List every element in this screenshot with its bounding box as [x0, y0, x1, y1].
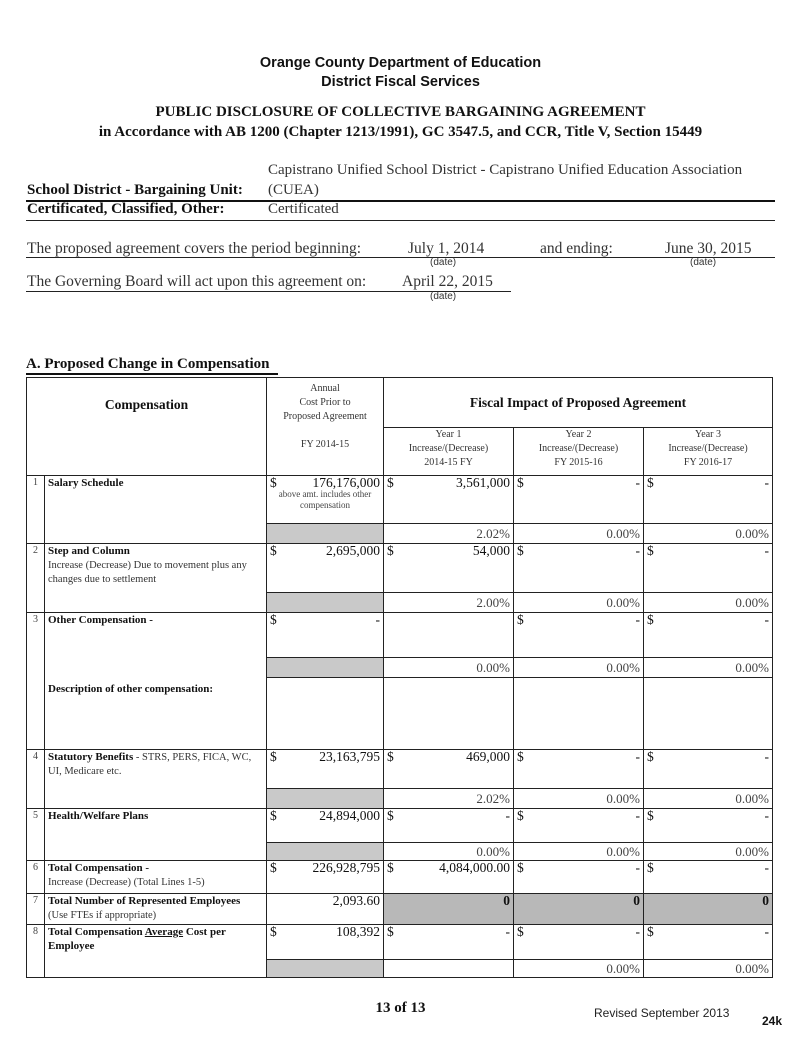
annual-cost-cell	[267, 544, 384, 593]
year-2-percent: 0.00%	[514, 843, 644, 861]
page-number: 13 of 13	[375, 1000, 426, 1016]
doc-title: PUBLIC DISCLOSURE OF COLLECTIVE BARGAINING AGREEMENT	[155, 104, 646, 120]
divider	[26, 373, 278, 375]
year-3-cell	[644, 861, 773, 894]
annual-value: 2,093.60	[267, 894, 384, 925]
year-2-cell	[514, 925, 644, 960]
row-number: 3	[27, 613, 45, 750]
year-2-cell	[514, 750, 644, 789]
year-1-cell	[384, 750, 514, 789]
dash: -	[375, 612, 381, 627]
row-label	[45, 861, 267, 894]
dollar-sign: $	[387, 475, 394, 490]
dash: -	[764, 749, 770, 764]
dash: -	[635, 749, 641, 764]
year-1-percent: 0.00%	[384, 843, 514, 861]
table-row	[27, 861, 773, 894]
year-1-value: 469,000	[466, 749, 511, 764]
dash: -	[764, 475, 770, 490]
year-sub: Increase/(Decrease)	[408, 443, 489, 454]
row-title: Statutory Benefits	[48, 751, 134, 763]
dollar-sign: $	[387, 543, 394, 558]
row-label	[45, 809, 267, 861]
annual-value: 226,928,795	[312, 860, 381, 875]
year-3-cell	[644, 544, 773, 593]
divider	[26, 257, 775, 258]
district-label: School District - Bargaining Unit:	[27, 182, 243, 198]
title-block	[0, 102, 801, 142]
dollar-sign: $	[647, 808, 654, 823]
annual-cost-cell	[267, 925, 384, 960]
page-tag: 24k	[762, 1014, 783, 1028]
col-annual-line: Cost Prior to	[299, 397, 351, 408]
doc-subtitle: in Accordance with AB 1200 (Chapter 1213/1991), GC 3547.5, and CCR, Title V, Section 15449	[98, 124, 703, 140]
table-row	[27, 750, 773, 789]
year-1-percent: 2.00%	[384, 593, 514, 613]
year-1-percent: 0.00%	[384, 658, 514, 678]
row-number: 6	[27, 861, 45, 894]
year-name: Year 3	[695, 429, 721, 440]
year-3-percent: 0.00%	[644, 789, 773, 809]
dollar-sign: $	[387, 808, 394, 823]
year-1-value: 3,561,000	[456, 475, 511, 490]
col-year-2	[514, 428, 644, 476]
row-desc: - STRS, PERS, FICA, WC, UI, Medicare etc.	[48, 752, 252, 777]
revised-date: Revised September 2013	[594, 1006, 730, 1020]
dollar-sign: $	[517, 543, 524, 558]
year-1-cell	[384, 613, 514, 658]
row-title-underlined: Average	[144, 926, 184, 938]
year-1-value: 54,000	[472, 543, 511, 558]
description-label: Description of other compensation:	[48, 683, 214, 695]
dollar-sign: $	[647, 612, 654, 627]
table-row	[27, 476, 773, 524]
year-sub: Increase/(Decrease)	[668, 443, 748, 454]
table-header-row	[27, 378, 773, 428]
col-annual-line: Proposed Agreement	[283, 411, 367, 422]
dash: -	[635, 612, 641, 627]
period-ending-label: and ending:	[540, 240, 613, 257]
col-annual-line: Annual	[310, 383, 340, 394]
year-2-cell	[514, 544, 644, 593]
dash: -	[505, 924, 511, 939]
annual-value: 108,392	[336, 924, 381, 939]
year-2-percent: 0.00%	[514, 658, 644, 678]
row-title: Cost per Employee	[48, 926, 226, 952]
shaded-cell	[267, 843, 384, 861]
dollar-sign: $	[517, 924, 524, 939]
divider	[26, 220, 775, 221]
row-label	[45, 544, 267, 613]
dash: -	[505, 808, 511, 823]
dollar-sign: $	[647, 475, 654, 490]
year-1-cell	[384, 809, 514, 843]
dollar-sign: $	[270, 924, 277, 939]
row-title: Total Compensation	[48, 926, 145, 938]
year-2-cell	[514, 861, 644, 894]
dollar-sign: $	[270, 808, 277, 823]
compensation-table	[26, 377, 773, 978]
annual-cost-cell	[267, 476, 384, 524]
col-fiscal-impact: Fiscal Impact of Proposed Agreement	[384, 378, 773, 428]
year-1-percent	[384, 960, 514, 978]
row-number: 1	[27, 476, 45, 544]
dollar-sign: $	[647, 860, 654, 875]
table-row	[27, 894, 773, 925]
year-2-cell	[514, 809, 644, 843]
dollar-sign: $	[517, 808, 524, 823]
dollar-sign: $	[387, 860, 394, 875]
year-fy: 2014-15 FY	[424, 457, 473, 468]
col-annual-fy: FY 2014-15	[300, 439, 350, 450]
year-1-percent: 2.02%	[384, 524, 514, 544]
year-1-percent: 2.02%	[384, 789, 514, 809]
col-year-1	[384, 428, 514, 476]
dollar-sign: $	[647, 924, 654, 939]
dept-name: District Fiscal Services	[321, 74, 480, 90]
annual-note: above amt. includes other compensation	[278, 489, 372, 510]
row-number: 5	[27, 809, 45, 861]
dollar-sign: $	[387, 749, 394, 764]
year-3-percent: 0.00%	[644, 658, 773, 678]
year-3-cell	[644, 925, 773, 960]
year-fy: FY 2015-16	[554, 457, 603, 468]
empty-cell	[644, 678, 773, 750]
row-title: Health/Welfare Plans	[48, 810, 149, 822]
board-date: April 22, 2015	[402, 273, 493, 290]
row-title: Other Compensation -	[48, 614, 153, 626]
district-value-line1: Capistrano Unified School District - Capistrano Unified Education Association	[268, 162, 743, 178]
row-desc: Increase (Decrease) (Total Lines 1-5)	[48, 877, 205, 888]
year-sub: Increase/(Decrease)	[538, 443, 619, 454]
row-label	[45, 894, 267, 925]
date-caption: (date)	[430, 291, 457, 302]
year-2-cell	[514, 476, 644, 524]
col-year-3	[644, 428, 773, 476]
dollar-sign: $	[517, 612, 524, 627]
section-a-title: A. Proposed Change in Compensation	[26, 356, 270, 372]
year-1-value: 4,084,000.00	[439, 860, 511, 875]
year-2-percent: 0.00%	[514, 593, 644, 613]
dollar-sign: $	[647, 543, 654, 558]
dash: -	[764, 924, 770, 939]
type-value: Certificated	[268, 201, 339, 217]
type-label: Certificated, Classified, Other:	[27, 201, 225, 217]
year-2-percent: 0.00%	[514, 960, 644, 978]
year-3-cell	[644, 613, 773, 658]
dollar-sign: $	[517, 475, 524, 490]
year-3-cell	[644, 476, 773, 524]
annual-value: 23,163,795	[319, 749, 381, 764]
year-1-cell	[384, 544, 514, 593]
year-1-cell	[384, 925, 514, 960]
dash: -	[764, 808, 770, 823]
table-row	[27, 544, 773, 593]
row-title: Total Compensation -	[48, 862, 150, 874]
dollar-sign: $	[270, 860, 277, 875]
dollar-sign: $	[517, 749, 524, 764]
year-3-percent: 0.00%	[644, 843, 773, 861]
dollar-sign: $	[270, 612, 277, 627]
district-value-line2: (CUEA)	[268, 182, 319, 198]
shaded-cell	[267, 524, 384, 544]
row-title: Salary Schedule	[48, 477, 124, 489]
row-number: 8	[27, 925, 45, 978]
row-desc: (Use FTEs if appropriate)	[48, 910, 157, 921]
col-compensation: Compensation	[27, 378, 267, 476]
row-number: 7	[27, 894, 45, 925]
shaded-cell	[267, 789, 384, 809]
table-row	[27, 809, 773, 843]
year-3-percent: 0.00%	[644, 593, 773, 613]
year-3-cell	[644, 809, 773, 843]
annual-cost-cell	[267, 613, 384, 658]
period-end: June 30, 2015	[665, 240, 752, 257]
dollar-sign: $	[270, 543, 277, 558]
dash: -	[635, 860, 641, 875]
dollar-sign: $	[270, 475, 277, 490]
row-label	[45, 476, 267, 544]
dash: -	[635, 543, 641, 558]
year-3-percent: 0.00%	[644, 960, 773, 978]
year-fy: FY 2016-17	[683, 457, 733, 468]
dash: -	[764, 543, 770, 558]
year-3-cell	[644, 750, 773, 789]
annual-cost-cell	[267, 861, 384, 894]
year-2-percent: 0.00%	[514, 789, 644, 809]
year-2-value: 0	[514, 894, 644, 925]
empty-cell	[267, 678, 384, 750]
dollar-sign: $	[387, 924, 394, 939]
org-name: Orange County Department of Education	[259, 55, 542, 71]
header-block	[0, 54, 801, 92]
shaded-cell	[267, 960, 384, 978]
row-label	[45, 925, 267, 978]
date-caption: (date)	[690, 257, 717, 268]
dollar-sign: $	[270, 749, 277, 764]
col-annual	[267, 378, 384, 476]
shaded-cell	[267, 658, 384, 678]
shaded-cell	[267, 593, 384, 613]
annual-cost-cell	[267, 750, 384, 789]
year-3-value: 0	[644, 894, 773, 925]
dash: -	[635, 924, 641, 939]
row-title: Step and Column	[48, 545, 130, 557]
empty-cell	[514, 678, 644, 750]
year-1-cell	[384, 861, 514, 894]
annual-value: 24,894,000	[319, 808, 381, 823]
dash: -	[764, 612, 770, 627]
row-label	[45, 613, 267, 750]
year-1-cell	[384, 476, 514, 524]
board-label: The Governing Board will act upon this agreement on:	[27, 273, 367, 290]
year-2-cell	[514, 613, 644, 658]
row-desc: Increase (Decrease) Due to movement plus any changes due to settlement	[48, 560, 247, 585]
row-number: 2	[27, 544, 45, 613]
dash: -	[635, 808, 641, 823]
row-number: 4	[27, 750, 45, 809]
empty-cell	[384, 678, 514, 750]
annual-value: 2,695,000	[326, 543, 381, 558]
year-name: Year 1	[435, 429, 462, 440]
dash: -	[635, 475, 641, 490]
row-title: Total Number of Represented Employees	[48, 895, 241, 907]
dollar-sign: $	[647, 749, 654, 764]
dash: -	[764, 860, 770, 875]
period-label: The proposed agreement covers the period beginning:	[27, 240, 361, 257]
table-row	[27, 925, 773, 960]
period-begin: July 1, 2014	[408, 240, 485, 257]
date-caption: (date)	[430, 257, 457, 268]
table-row	[27, 613, 773, 658]
year-3-percent: 0.00%	[644, 524, 773, 544]
year-2-percent: 0.00%	[514, 524, 644, 544]
annual-cost-cell	[267, 809, 384, 843]
row-label	[45, 750, 267, 809]
annual-value: 176,176,000	[312, 475, 381, 490]
year-1-value: 0	[384, 894, 514, 925]
dollar-sign: $	[517, 860, 524, 875]
year-name: Year 2	[565, 429, 592, 440]
